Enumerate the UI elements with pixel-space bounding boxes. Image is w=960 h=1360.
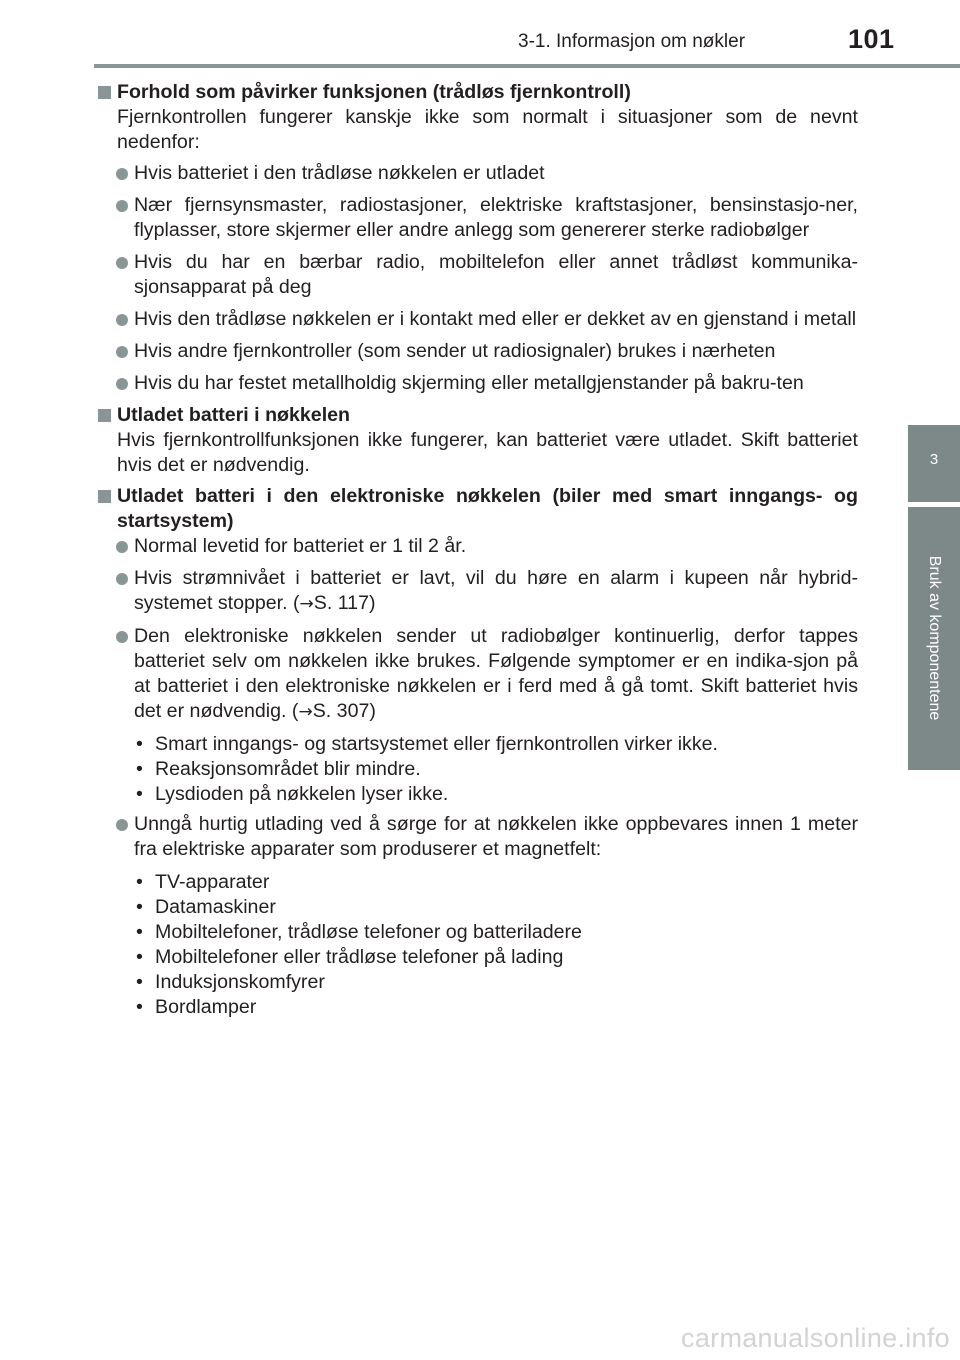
circle-bullet-icon <box>116 200 128 212</box>
header-rule <box>94 64 960 68</box>
chapter-tab-number: 3 <box>908 425 960 502</box>
page-reference: S. 307) <box>312 700 376 722</box>
circle-bullet-icon <box>116 541 128 553</box>
list-item: Nær fjernsynsmaster, radiostasjoner, elektriske kraftstasjoner, bensinstasjo-ner, flyplasser, store skjermer eller andre anlegg som genererer sterke radiobølger <box>98 193 858 243</box>
device-item: • Bordlamper <box>136 995 858 1020</box>
square-bullet-icon <box>98 86 111 99</box>
symptom-item: • Smart inngangs- og startsystemet eller fjernkontrollen virker ikke. <box>136 732 858 757</box>
list-item: Unngå hurtig utlading ved å sørge for at nøkkelen ikke oppbevares innen 1 meter fra elektriske apparater som produserer et magnetfelt: <box>98 812 858 862</box>
page-content <box>98 80 858 1025</box>
device-list <box>98 870 858 1020</box>
page-reference: S. 117) <box>313 592 376 614</box>
device-item: • Mobiltelefoner, trådløse telefoner og batteriladere <box>136 920 858 945</box>
symptom-item: • Lysdioden på nøkkelen lyser ikke. <box>136 782 858 807</box>
watermark: carmanualsonline.info <box>681 1323 950 1353</box>
circle-bullet-icon <box>116 168 128 180</box>
section-remote-conditions <box>98 80 858 396</box>
list-item: Hvis batteriet i den trådløse nøkkelen er utladet <box>98 161 858 186</box>
arrow-icon: → <box>299 594 314 614</box>
device-item: • Induksjonskomfyrer <box>136 970 858 995</box>
chapter-tab-label: Bruk av komponentene <box>926 555 943 721</box>
circle-bullet-icon <box>116 378 128 390</box>
list-item: Den elektroniske nøkkelen sender ut radiobølger kontinuerlig, derfor tappes batteriet selv om nøkkelen ikke brukes. Følgende symptomer er en indika-sjon på at batteriet i den elektroniske nøkkelen er i ferd med å gå tomt. Skift batteriet hvis det er nødvendig. (→S. 307) <box>98 624 858 725</box>
chapter-tab <box>908 507 960 770</box>
page-number: 101 <box>848 24 895 54</box>
device-item: • Datamaskiner <box>136 895 858 920</box>
section-heading: Utladet batteri i nøkkelen <box>98 403 858 428</box>
square-bullet-icon <box>98 409 111 422</box>
list-item: Hvis du har festet metallholdig skjerming eller metallgjenstander på bakru-ten <box>98 371 858 396</box>
circle-bullet-icon <box>116 819 128 831</box>
symptom-item: • Reaksjonsområdet blir mindre. <box>136 757 858 782</box>
circle-bullet-icon <box>116 631 128 643</box>
arrow-icon: → <box>298 702 313 722</box>
list-item: Hvis strømnivået i batteriet er lavt, vil du høre en alarm i kupeen når hybrid-systemet stopper. (→S. 117) <box>98 566 858 617</box>
circle-bullet-icon <box>116 573 128 585</box>
circle-bullet-icon <box>116 314 128 326</box>
list-item: Hvis du har en bærbar radio, mobiltelefon eller annet trådløst kommunika-sjonsapparat på deg <box>98 250 858 300</box>
list-item: Hvis andre fjernkontroller (som sender ut radiosignaler) brukes i nærheten <box>98 339 858 364</box>
section-intro: Fjernkontrollen fungerer kanskje ikke som normalt i situasjoner som de nevnt nedenfor: <box>117 106 858 153</box>
device-item: • TV-apparater <box>136 870 858 895</box>
page-header <box>0 0 960 68</box>
section-intro: Hvis fjernkontrollfunksjonen ikke fungerer, kan batteriet være utladet. Skift batteriet hvis det er nødvendig. <box>117 429 858 476</box>
device-item: • Mobiltelefoner eller trådløse telefoner på lading <box>136 945 858 970</box>
list-item: Normal levetid for batteriet er 1 til 2 år. <box>98 534 858 559</box>
section-title: 3-1. Informasjon om nøkler <box>518 31 746 52</box>
circle-bullet-icon <box>116 257 128 269</box>
section-key-battery <box>98 403 858 478</box>
section-heading: Utladet batteri i den elektroniske nøkkelen (biler med smart inngangs- og startsystem) <box>98 484 858 534</box>
square-bullet-icon <box>98 490 111 503</box>
section-electronic-key-battery <box>98 484 858 1020</box>
list-item: Hvis den trådløse nøkkelen er i kontakt med eller er dekket av en gjenstand i metall <box>98 307 858 332</box>
circle-bullet-icon <box>116 346 128 358</box>
symptom-list <box>98 732 858 807</box>
section-heading: Forhold som påvirker funksjonen (trådløs fjernkontroll) <box>98 80 858 105</box>
